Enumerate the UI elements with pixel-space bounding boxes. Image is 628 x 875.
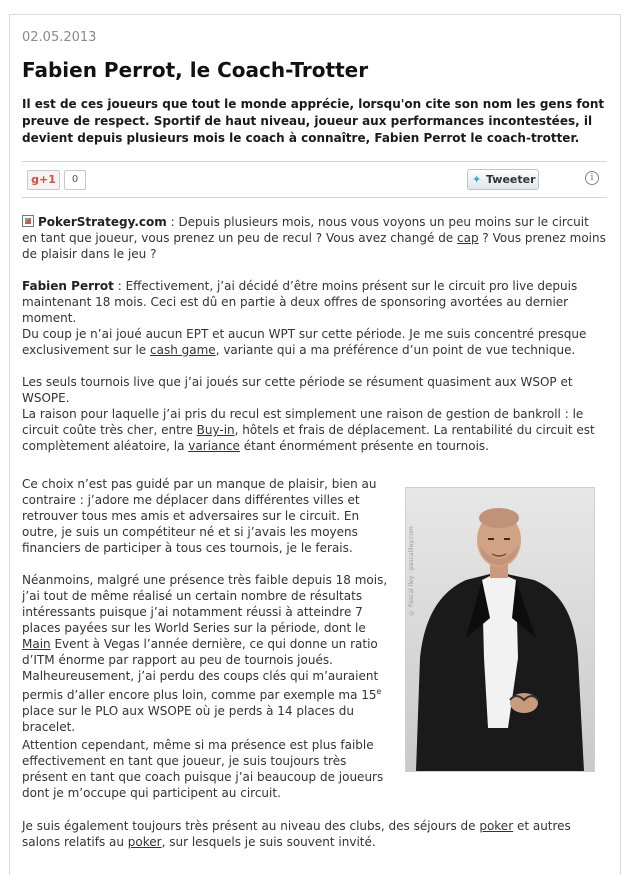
divider [22,197,607,198]
share-bar [22,168,607,192]
glossary-link-main[interactable]: Main [22,637,51,651]
tweet-label: Tweeter [486,173,536,186]
google-plus-button[interactable] [27,170,60,190]
google-plus-count: 0 [64,170,86,190]
portrait-illustration [406,488,594,771]
question-speaker: PokerStrategy.com [38,215,167,229]
article-title: Fabien Perrot, le Coach-Trotter [22,58,369,82]
google-plus-icon: g [31,173,39,186]
question-paragraph: PokerStrategy.com : Depuis plusieurs mois, nous vous voyons un peu moins sur le circuit en tant que joueur, vous prenez un peu de recul ? Vous avez changé de cap ? Vous prenez moins de plaisir dans le jeu ? [22,215,606,261]
article-date: 02.05.2013 [22,30,97,45]
paragraph: Néanmoins, malgré une présence très faible depuis 18 mois, j’ai tout de même réalisé un certain nombre de résultats intéressants puisque j’ai notamment réussi à atteindre 7 places payées sur les World Series sur la période, dont le Main Event à Vegas l’année dernière, ce qui donne un ratio d’ITM énorme par rapport au peu de tournois joués. Malheureusement, j’ai perdu des coups clés qui m’auraient permis d’aller encore plus loin, comme par exemple ma 15e place sur le PLO aux WSOPE où je perds à 14 places du bracelet. [22,573,388,734]
article-lead: Il est de ces joueurs que tout le monde apprécie, lorsqu'on cite son nom les gens font preuve de respect. Sportif de haut niveau, joueur aux performances incontestées, il devient depuis plusieurs mois le coach à connaître, Fabien Perrot le coach-trotter. [22,97,605,145]
glossary-link-poker[interactable]: poker [127,835,162,849]
tweet-button[interactable] [467,169,539,190]
glossary-link-cash-game[interactable]: cash game [150,343,216,357]
paragraph: Du coup je n’ai joué aucun EPT et aucun WPT sur cette période. Je me suis concentré presque exclusivement sur le cash game, variante qui a ma préférence d’un point de vue technique. [22,327,587,357]
glossary-link-cap[interactable]: cap [457,231,479,245]
answer-paragraph: Fabien Perrot : Effectivement, j’ai décidé d’être moins présent sur le circuit pro live depuis maintenant 18 mois. Ceci est dû en partie à deux offres de sponsoring avortées au dernier moment. [22,279,578,325]
paragraph: Les seuls tournois live que j’ai joués sur cette période se résument quasiment aux WSOP et WSOPE. [22,375,573,405]
twitter-bird-icon: ✦ [472,173,482,186]
glossary-link-buy-in[interactable]: Buy-in [196,423,235,437]
paragraph: La raison pour laquelle j’ai pris du recul est simplement une raison de gestion de bankroll : le circuit coûte très cher, entre Buy-in, hôtels et frais de déplacement. La rentabilité du circuit est complètement aléatoire, la variance étant énormément présente en tournois. [22,407,595,453]
google-plus-label: +1 [39,173,56,186]
info-icon[interactable]: i [585,171,599,185]
paragraph: Ce choix n’est pas guidé par un manque de plaisir, bien au contraire : j’adore me déplacer dans différentes villes et retrouver tous mes amis et adversaires sur le circuit. En outre, je suis un compétiteur né et si j’avais les moyens financiers de participer à tous ces tournois, je le ferais. [22,477,377,555]
glossary-link-poker[interactable]: poker [479,819,514,833]
pokerstrategy-logo-icon [22,215,34,227]
answer-speaker: Fabien Perrot [22,279,114,293]
paragraph: Je suis également toujours très présent au niveau des clubs, des séjours de poker et autres salons relatifs au poker, sur lesquels je suis souvent invité. [22,819,571,849]
divider [22,161,607,162]
paragraph: Attention cependant, même si ma présence est plus faible effectivement en tant que joueur, je suis toujours très présent en tant que coach puisque j’ai beaucoup de joueurs dont je m’occupe qui participent au circuit. [22,738,384,800]
portrait-photo [405,487,595,772]
glossary-link-variance[interactable]: variance [188,439,240,453]
photo-credit: © Pascal Iley · pascaliley.com [408,526,415,616]
